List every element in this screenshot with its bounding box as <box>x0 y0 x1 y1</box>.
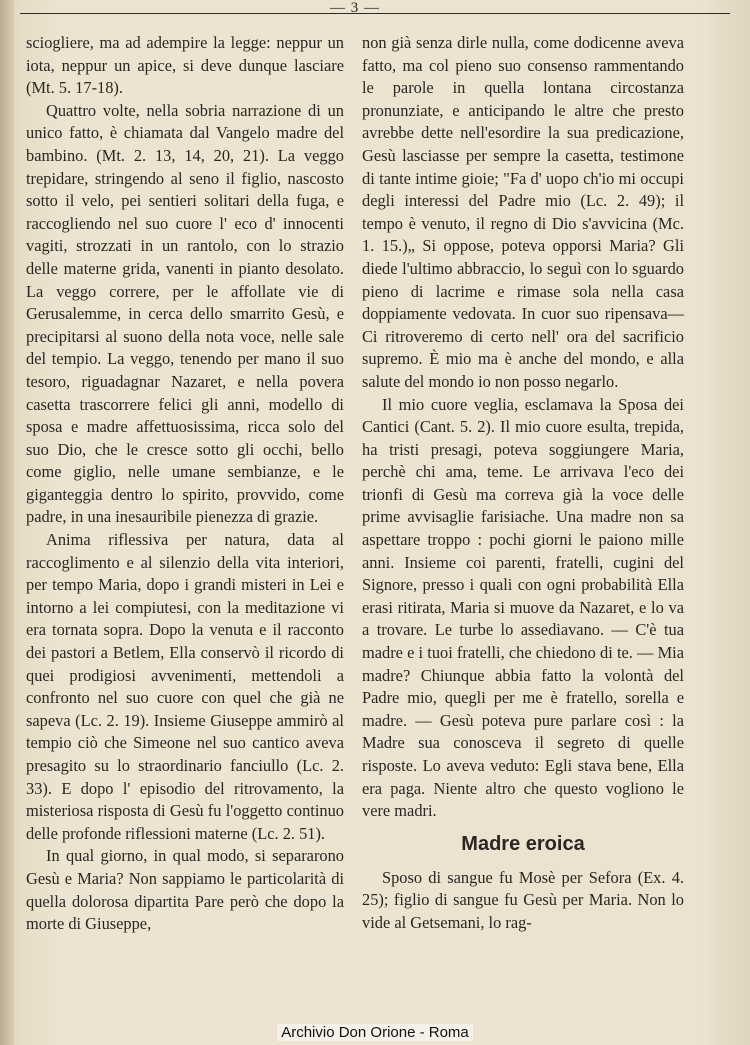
binding-edge <box>0 0 14 1045</box>
paragraph: In qual giorno, in qual modo, si separarono Gesù e Maria? Non sappiamo le particolarità di quella dolorosa dipartita Pare però che dopo la morte di Giuseppe, <box>26 846 344 934</box>
left-column <box>26 32 344 936</box>
archive-watermark <box>0 1021 750 1045</box>
paragraph: sciogliere, ma ad adempire la legge: neppur un iota, neppur un apice, si deve dunque lasciare (Mt. 5. 17-18). <box>26 33 344 98</box>
archive-label: Archivio Don Orione - Roma <box>277 1024 473 1041</box>
paragraph: Anima riflessiva per natura, data al raccoglimento e al silenzio della vita interiori, per tempo Maria, dopo i grandi misteri in Lei e intorno a lei compiutesi, con la meditazione vi era tornata sopra. Dopo la venuta e il racconto dei pastori a Betlem, Ella conservò il ricordo di quei prodigiosi avvenimenti, mettendoli a confronto nel suo cuore con quel che già ne sapeva (Lc. 2. 19). Insieme Giuseppe ammirò al tempio ciò che Simeone nel suo cantico aveva presagito su lo straordinario fanciullo (Lc. 2. 33). E dopo l' episodio del ritrovamento, la misteriosa risposta di Gesù fu l'oggetto continuo delle profonde riflessioni materne (Lc. 2. 51). <box>26 530 344 843</box>
page-number: — 3 — <box>330 0 380 16</box>
section-heading: Madre eroica <box>461 832 585 855</box>
paragraph: Il mio cuore veglia, esclamava la Sposa dei Cantici (Cant. 5. 2). Il mio cuore esulta, trepida, ha tristi presagi, poteva soggiungere Maria, perchè chi ama, teme. Le arrivava l'eco dei trionfi di Gesù ma correva già la voce delle prime avvisaglie farisiache. Una madre non sa aspettare troppo : pochi giorni le paiono mille anni. Insieme coi parenti, fratelli, cugini del Signore, presso i quali con ogni probabilità Ella erasi ritirata, Maria si muove da Nazaret, e lo va a trovare. Le turbe lo assediavano. — C'è tua madre e i tuoi fratelli, che chiedono di te. — Mia madre? Chiunque abbia fatto la volontà del Padre mio, quegli per me è fratello, sorella e madre. — Gesù poteva pure parlare così : la Madre sua conosceva il segreto di quelle risposte. Lo aveva veduto: Egli stava bene, Ella era paga. Niente altro che questo vogliono le vere madri. <box>362 394 684 821</box>
paragraph: Sposo di sangue fu Mosè per Sefora (Ex. 4. 25); figlio di sangue fu Gesù per Maria. Non lo vide al Getsemani, lo rag- <box>362 867 684 932</box>
right-column <box>362 32 684 935</box>
header-rule <box>20 13 730 14</box>
paragraph: Quattro volte, nella sobria narrazione di un unico fatto, è chiamata dal Vangelo madre del bambino. (Mt. 2. 13, 14, 20, 21). La veggo trepidare, stringendo al seno il figlio, nascosto sotto il velo, pei sentieri solitari della fuga, e raccogliendo nel suo cuore l' eco d' innocenti vagiti, strozzati in un rantolo, con lo strazio delle materne grida, vanenti in pianto desolato. La veggo correre, per le affollate vie di Gerusalemme, in cerca dello smarrito Gesù, e precipitarsi al suono della nota voce, nelle sale del tempio. La veggo, tenendo per mano il suo tesoro, riguadagnar Nazaret, e nella povera casetta trascorrere felici gli anni, modello di sposa e madre affettuosissima, ricca solo del suo Dio, che le cresce sotto gli occhi, bello come giglio, nelle umane sembianze, e le giganteggia dentro lo spirito, provvido, come padre, in una inesauribile pienezza di grazie. <box>26 100 344 527</box>
paragraph: non già senza dirle nulla, come dodicenne aveva fatto, ma col pieno suo consenso rammentando le parole in quella lontana circostanza pronunziate, e anticipando le altre che presto avrebbe dette nell'esordire la sua predicazione, Gesù lasciasse per sempre la casetta, testimone di tante intime gioie; "Fa d' uopo ch'io mi occupi degli interessi del Padre mio (Lc. 2. 49); il tempo è venuto, il regno di Dio s'avvicina (Mc. 1. 15.)„ Si oppose, poteva opporsi Maria? Gli diede l'ultimo abbraccio, lo seguì con lo sguardo pieno di lacrime e rimase sola nella casa doppiamente vedovata. In cuor suo ripensava—Ci ritroveremo di certo nell' ora del sacrificio supremo. È mio ma è anche del mondo, e alla salute del mondo io non posso negarlo. <box>362 33 684 391</box>
